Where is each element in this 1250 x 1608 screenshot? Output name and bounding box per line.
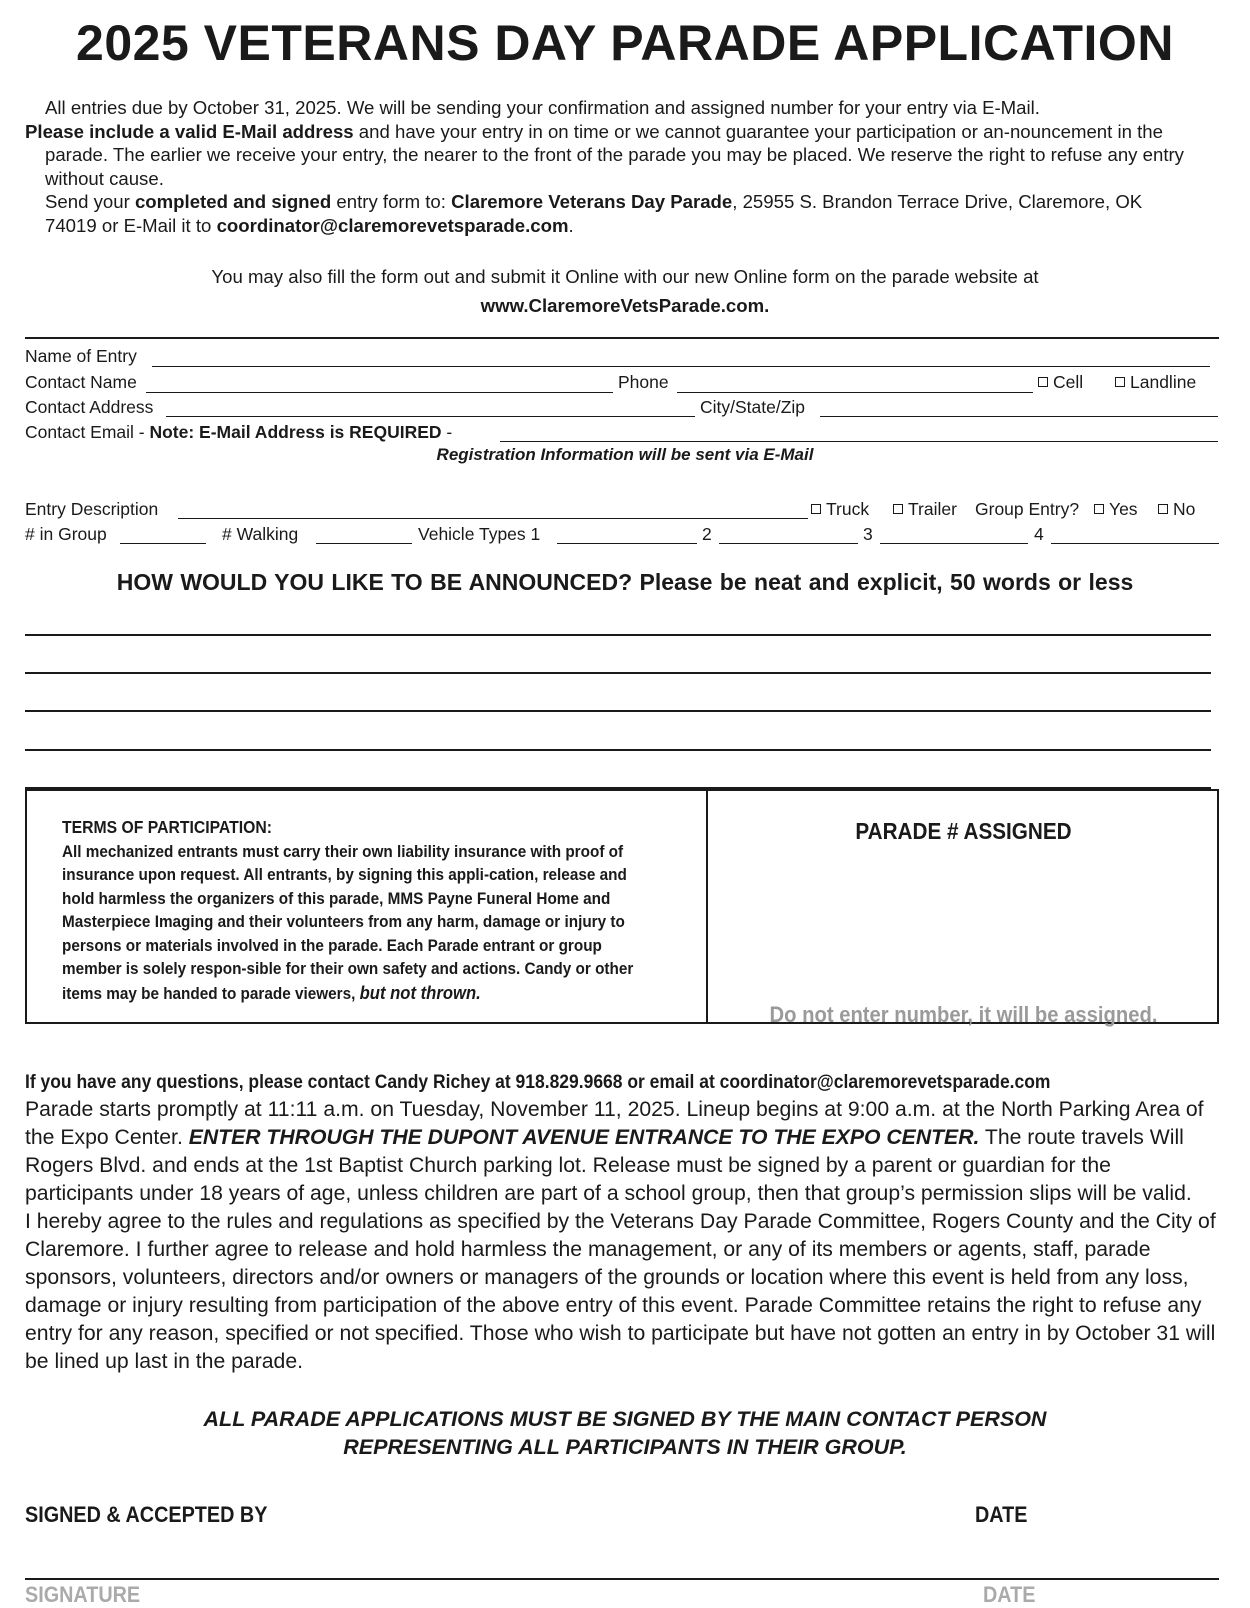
parade-number-note: Do not enter number, it will be assigned. — [769, 1002, 1158, 1027]
group-entry-label: Group Entry? — [975, 499, 1080, 519]
questions-contact-line: If you have any questions, please contact Candy Richey at 918.829.9668 or email at coordinator@claremorevetsparade.com — [25, 1072, 1051, 1093]
signature-requirement — [0, 1405, 1250, 1461]
contact-name-field[interactable] — [146, 392, 613, 393]
yes-option[interactable] — [1090, 499, 1138, 520]
vehicle-type-4-label: 4 — [1034, 524, 1044, 544]
intro-completed-signed: completed and signed — [134, 191, 332, 212]
cell-label: Cell — [1053, 372, 1084, 392]
route-release-info: The route travels Will Rogers Blvd. and ends at the 1st Baptist Church parking lot. Release must be signed by a parent or guardian for the participants under 18 years of age, unless children are part of a school group, then that group’s permission slips will be valid. — [25, 1126, 1192, 1205]
vehicle-type-3-field[interactable] — [880, 543, 1028, 544]
truck-option[interactable] — [807, 499, 869, 520]
announcement-line-2[interactable] — [25, 672, 1211, 674]
entry-description-label: Entry Description — [25, 499, 159, 519]
intro-deadline: All entries due by October 31, 2025. We will be sending your confirmation and assigned number for your entry via E-Mail. — [45, 97, 1040, 118]
website-link[interactable]: www.ClaremoreVetsParade.com. — [480, 295, 770, 316]
intro-address: , 25955 S. Brandon Terrace Drive, Claremore, OK 74019 or E-Mail it to — [45, 191, 1143, 236]
section-divider — [25, 337, 1219, 339]
vehicle-types-label: Vehicle Types 1 — [418, 524, 541, 544]
walking-label: # Walking — [222, 524, 299, 544]
form-title: 2025 VETERANS DAY PARADE APPLICATION — [76, 15, 1174, 71]
parade-details — [25, 1096, 1225, 1376]
no-label: No — [1173, 499, 1196, 519]
intro-email-emphasis: Please include a valid E-Mail address — [25, 120, 354, 142]
parade-schedule: Parade starts promptly at 11:11 a.m. on Tuesday, November 11, 2025. Lineup begins at 9:00 a.m. at the North Parking Area of the Expo Center. — [25, 1098, 1204, 1149]
terms-of-participation — [62, 816, 656, 1005]
intro-org-name: Claremore Veterans Day Parade — [451, 191, 733, 212]
contact-email-row — [25, 422, 452, 443]
trailer-label: Trailer — [908, 499, 957, 519]
no-checkbox[interactable] — [1158, 504, 1168, 514]
participant-agreement: I hereby agree to the rules and regulations as specified by the Veterans Day Parade Committee, Rogers County and the City of Claremore. I further agree to release and hold harmless the management, or any of its members or agents, staff, parade sponsors, volunteers, directors and/or owners or managers of the grounds or location where this event is held from any loss, damage or injury resulting from participation of the above entry of this event. Parade Committee retains the right to refuse any entry for any reason, specified or not specified. Those who wish to participate but have not gotten an entry in by October 31 will be lined up last in the parade. — [25, 1210, 1216, 1373]
announcement-question: HOW WOULD YOU LIKE TO BE ANNOUNCED? Please be neat and explicit, 50 words or less — [116, 569, 1134, 595]
parade-number-heading: PARADE # ASSIGNED — [855, 818, 1072, 844]
landline-checkbox[interactable] — [1115, 377, 1125, 387]
email-required-note: Note: E-Mail Address is REQUIRED — [149, 422, 442, 442]
city-state-zip-field[interactable] — [820, 416, 1218, 417]
contact-email-field[interactable] — [500, 441, 1218, 442]
entry-description-field[interactable] — [178, 518, 808, 519]
terms-heading: TERMS OF PARTICIPATION: — [62, 817, 272, 837]
vehicle-type-3-label: 3 — [863, 524, 873, 544]
terms-box-divider — [706, 789, 708, 1024]
signature-hint: SIGNATURE — [25, 1582, 141, 1607]
vehicle-type-2-field[interactable] — [719, 543, 858, 544]
trailer-option[interactable] — [889, 499, 957, 520]
in-group-label: # in Group — [25, 524, 107, 544]
cell-checkbox[interactable] — [1038, 377, 1048, 387]
yes-checkbox[interactable] — [1094, 504, 1104, 514]
terms-emphasis: but not thrown. — [359, 981, 481, 1003]
landline-label: Landline — [1130, 372, 1197, 392]
name-of-entry-row — [25, 346, 137, 367]
yes-label: Yes — [1109, 499, 1138, 519]
intro-send-to: entry form to: — [331, 191, 452, 212]
name-of-entry-label: Name of Entry — [25, 346, 137, 366]
email-dash: - — [441, 422, 453, 442]
vehicle-type-2-label: 2 — [702, 524, 712, 544]
announcement-line-3[interactable] — [25, 710, 1211, 712]
contact-address-field[interactable] — [166, 416, 695, 417]
cell-option[interactable] — [1034, 372, 1083, 393]
landline-option[interactable] — [1111, 372, 1196, 393]
online-text: You may also fill the form out and submit it Online with our new Online form on the parade website at — [211, 266, 1039, 287]
truck-label: Truck — [826, 499, 870, 519]
intro-text — [25, 96, 1195, 237]
intro-email-link[interactable]: coordinator@claremorevetsparade.com — [216, 214, 569, 236]
date-label: DATE — [975, 1502, 1028, 1527]
walking-field[interactable] — [316, 543, 412, 544]
vehicle-type-4-field[interactable] — [1051, 543, 1219, 544]
trailer-checkbox[interactable] — [893, 504, 903, 514]
online-notice — [0, 262, 1250, 320]
announcement-line-4[interactable] — [25, 749, 1211, 751]
signed-accepted-label: SIGNED & ACCEPTED BY — [25, 1502, 268, 1527]
intro-send-text: Send your — [45, 191, 135, 212]
no-option[interactable] — [1154, 499, 1195, 520]
registration-note: Registration Information will be sent via E-Mail — [436, 445, 814, 464]
truck-checkbox[interactable] — [811, 504, 821, 514]
contact-address-label: Contact Address — [25, 397, 154, 417]
contact-name-label: Contact Name — [25, 372, 137, 392]
contact-email-label: Contact Email - — [25, 422, 150, 442]
name-of-entry-field[interactable] — [152, 366, 1210, 367]
intro-details: and have your entry in on time or we cannot guarantee your participation or an-nouncement in the parade. The earlier we receive your entry, the nearer to the front of the parade you may be placed. We reserve the right to refuse any entry without cause. — [45, 120, 1184, 189]
terms-body: All mechanized entrants must carry their own liability insurance with proof of insurance upon request. All entrants, by signing this appli-cation, release and hold harmless the organizers of this parade, MMS Payne Funeral Home and Masterpiece Imaging and their volunteers from any harm, damage or injury to persons or materials involved in the parade. Each Parade entrant or group member is solely respon-sible for their own safety and actions. Candy or other items may be handed to parade viewers, — [62, 841, 634, 1003]
signature-line[interactable] — [25, 1578, 1219, 1580]
intro-period: . — [568, 214, 574, 236]
phone-label: Phone — [618, 372, 669, 392]
vehicle-type-1-field[interactable] — [557, 543, 697, 544]
entrance-instruction: ENTER THROUGH THE DUPONT AVENUE ENTRANCE TO THE EXPO CENTER. — [188, 1126, 980, 1149]
signature-requirement-line-2: REPRESENTING ALL PARTICIPANTS IN THEIR GROUP. — [343, 1435, 907, 1459]
in-group-field[interactable] — [120, 543, 206, 544]
city-state-zip-label: City/State/Zip — [700, 397, 806, 417]
phone-field[interactable] — [677, 392, 1033, 393]
signature-requirement-line-1: ALL PARADE APPLICATIONS MUST BE SIGNED BY THE MAIN CONTACT PERSON — [203, 1407, 1047, 1431]
announcement-line-1[interactable] — [25, 634, 1211, 636]
date-hint: DATE — [983, 1582, 1036, 1607]
